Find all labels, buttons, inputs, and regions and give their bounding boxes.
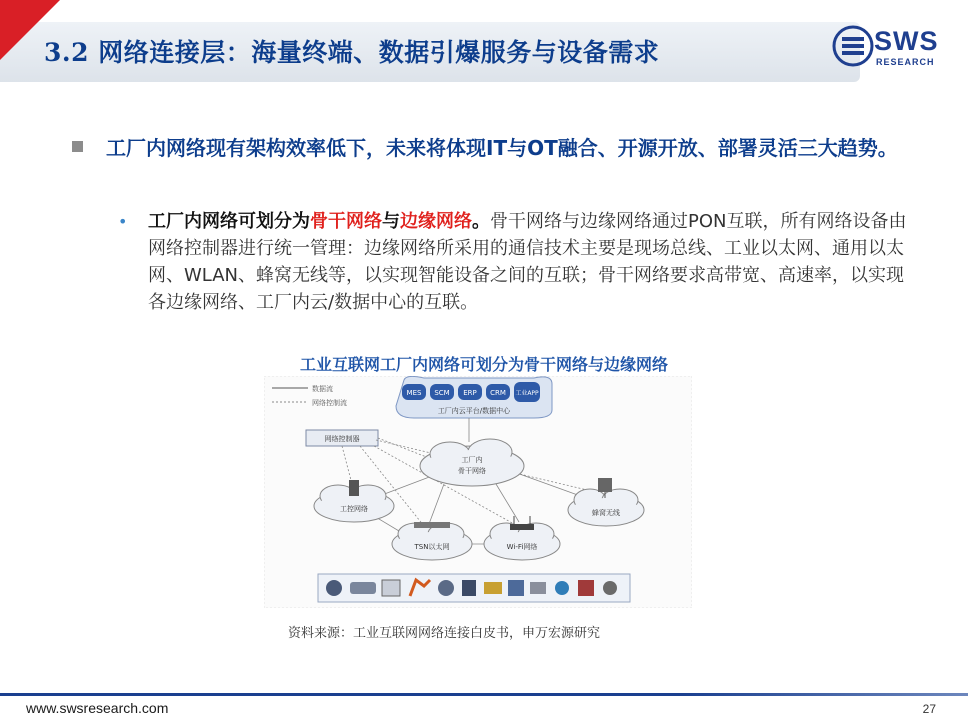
forklift-icon	[484, 582, 502, 594]
network-node-icon	[603, 581, 617, 595]
logo-text: SWS	[874, 26, 939, 56]
legend-dataflow: 数据流	[312, 385, 333, 393]
vehicle-icon	[350, 582, 376, 594]
backbone-cloud	[420, 439, 524, 486]
industrial-control-label: 工控网络	[340, 505, 368, 513]
cloud-platform-label: 工厂内云平台/数据中心	[437, 407, 511, 415]
globe-icon	[555, 581, 569, 595]
slide-header	[0, 0, 968, 96]
app-list	[402, 382, 540, 402]
switch-icon	[414, 522, 450, 528]
app-scm: SCM	[434, 389, 450, 397]
camera-icon	[530, 582, 546, 594]
backbone-line2: 骨干网络	[458, 467, 486, 475]
sub-bullet-period: 。	[472, 211, 490, 232]
sub-bullet-conj: 与	[382, 211, 400, 232]
sub-bullet-lead: 工厂内网络可划分为	[148, 211, 310, 232]
network-diagram	[264, 376, 692, 608]
source-note: 资料来源：工业互联网网络连接白皮书，申万宏源研究	[288, 626, 601, 641]
main-bullet-text: 工厂内网络现有架构效率低下，未来将体现IT与OT融合、开源开放、部署灵活三大趋势。	[106, 136, 898, 160]
phone-icon	[462, 580, 476, 596]
gear-icon	[438, 580, 454, 596]
sensor-icon	[508, 580, 524, 596]
sws-emblem-icon	[832, 24, 874, 68]
app-erp: ERP	[463, 389, 477, 397]
app-industrial: 工业APP	[515, 390, 539, 397]
controller-device-icon	[578, 580, 594, 596]
cellular-label: 蜂窝无线	[592, 509, 620, 517]
sub-bullet-text	[148, 208, 918, 316]
main-bullet	[72, 134, 932, 163]
backbone-line1: 工厂内	[461, 456, 483, 464]
square-bullet-icon	[72, 141, 83, 152]
app-mes: MES	[406, 389, 422, 397]
sub-bullet	[118, 208, 918, 316]
device-strip	[318, 574, 630, 602]
tsn-label: TSN以太网	[414, 543, 450, 551]
figure-title: 工业互联网工厂内网络可划分为骨干网络与边缘网络	[299, 355, 668, 374]
app-crm: CRM	[490, 389, 506, 397]
dot-bullet-icon: •	[118, 212, 128, 231]
sws-logo	[832, 24, 962, 74]
highlight-backbone: 骨干网络	[310, 211, 382, 232]
footer-rule	[0, 693, 968, 696]
highlight-edge: 边缘网络	[400, 211, 472, 232]
logo-subtext: RESEARCH	[876, 57, 935, 67]
machine-icon	[382, 580, 400, 596]
robot-icon	[326, 580, 342, 596]
controller-label: 网络控制器	[324, 435, 360, 443]
slide-title: 3.2 网络连接层：海量终端、数据引爆服务与设备需求	[44, 38, 660, 67]
tsn-cloud	[392, 522, 472, 560]
legend-control: 网络控制流	[312, 399, 347, 407]
page-number: 27	[922, 702, 936, 716]
wifi-label: Wi-Fi网络	[506, 543, 538, 551]
footer-url[interactable]: www.swsresearch.com	[26, 700, 169, 716]
sub-bullet-body: 骨干网络与边缘网络通过PON互联，所有网络设备由网络控制器进行统一管理：边缘网络所采用的通信技术主要是现场总线、工业以太网、通用以太网、WLAN、蜂窝无线等，以实现智能设备之间的互联；骨干网络要求高带宽、高速率，以实现各边缘网络、工厂内云/数据中心的互联。	[148, 211, 907, 313]
slide-footer	[0, 690, 968, 726]
